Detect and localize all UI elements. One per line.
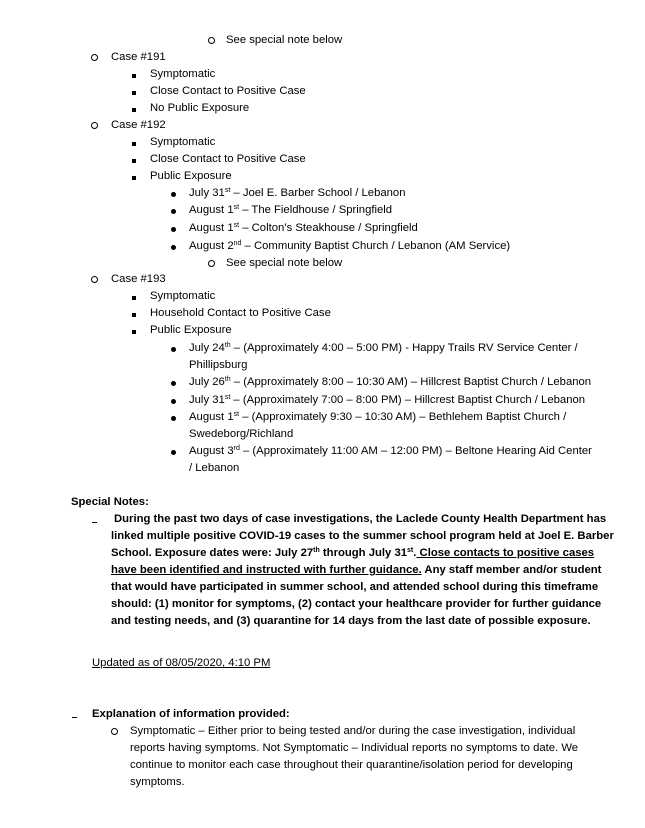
note-text: See special note below bbox=[226, 257, 343, 269]
special-note-line: School. Exposure dates were: July 27th through July 31st. Close contacts to positive cases bbox=[111, 547, 595, 559]
case-item: Symptomatic bbox=[150, 290, 216, 302]
case-item: Symptomatic bbox=[150, 68, 216, 80]
exposure-item: July 31st – (Approximately 7:00 – 8:00 PM) – Hillcrest Baptist Church / Lebanon bbox=[189, 394, 586, 406]
exposure-item: August 1st – The Fieldhouse / Springfield bbox=[189, 204, 393, 216]
case-title: Case #192 bbox=[111, 119, 166, 131]
square-bullet-icon bbox=[132, 101, 136, 118]
circle-bullet-icon bbox=[208, 33, 215, 50]
exposure-continuation: / Lebanon bbox=[189, 462, 240, 474]
circle-bullet-icon bbox=[91, 50, 98, 67]
exposure-item: August 3rd – (Approximately 11:00 AM – 12:00 PM) – Beltone Hearing Aid Center bbox=[189, 445, 592, 457]
circle-bullet-icon bbox=[91, 272, 98, 289]
special-note-line: have been identified and instructed with further guidance. Any staff member and/or student bbox=[111, 564, 602, 576]
circle-bullet-icon bbox=[208, 256, 215, 273]
special-note-line: linked multiple positive COVID-19 cases to the summer school program held at Joel E. Barber bbox=[111, 530, 614, 542]
explanation-line: Symptomatic – Either prior to being tested and/or during the case investigation, individual bbox=[130, 725, 576, 737]
exposure-item: July 26th – (Approximately 8:00 – 10:30 AM) – Hillcrest Baptist Church / Lebanon bbox=[189, 376, 592, 388]
case-title: Case #191 bbox=[111, 51, 166, 63]
special-note-line: and testing needs, and (3) quarantine for 14 days from the last date of possible exposure. bbox=[111, 615, 591, 627]
round-bullet-icon bbox=[171, 221, 176, 238]
special-note-line: should: (1) monitor for symptoms, (2) contact your healthcare provider for further guidance bbox=[111, 598, 602, 610]
explanation-line: reports having symptoms. Not Symptomatic – Individual reports no symptoms to date. We bbox=[130, 742, 579, 754]
square-bullet-icon bbox=[132, 169, 136, 186]
circle-bullet-icon bbox=[91, 118, 98, 135]
exposure-continuation: Phillipsburg bbox=[189, 359, 248, 371]
round-bullet-icon bbox=[171, 186, 176, 203]
circle-bullet-icon bbox=[111, 724, 118, 741]
round-bullet-icon bbox=[171, 341, 176, 358]
square-bullet-icon bbox=[132, 84, 136, 101]
dash-bullet-icon bbox=[92, 512, 97, 529]
case-item: Symptomatic bbox=[150, 136, 216, 148]
special-note-line: that would have participated in summer school, and attended school during this timeframe bbox=[111, 581, 599, 593]
case-item: Household Contact to Positive Case bbox=[150, 307, 331, 319]
explanation-heading: Explanation of information provided: bbox=[92, 708, 290, 720]
round-bullet-icon bbox=[171, 239, 176, 256]
special-notes-heading: Special Notes: bbox=[71, 496, 149, 508]
square-bullet-icon bbox=[132, 67, 136, 84]
case-item: Public Exposure bbox=[150, 170, 232, 182]
exposure-item: August 1st – (Approximately 9:30 – 10:30 AM) – Bethlehem Baptist Church / bbox=[189, 411, 567, 423]
exposure-item: August 2nd – Community Baptist Church / Lebanon (AM Service) bbox=[189, 240, 511, 252]
square-bullet-icon bbox=[132, 323, 136, 340]
note-text: See special note below bbox=[226, 34, 343, 46]
dash-bullet-icon bbox=[72, 707, 77, 724]
square-bullet-icon bbox=[132, 135, 136, 152]
round-bullet-icon bbox=[171, 393, 176, 410]
exposure-item: July 24th – (Approximately 4:00 – 5:00 PM) - Happy Trails RV Service Center / bbox=[189, 342, 578, 354]
square-bullet-icon bbox=[132, 289, 136, 306]
case-item: Close Contact to Positive Case bbox=[150, 85, 306, 97]
case-item: Close Contact to Positive Case bbox=[150, 153, 306, 165]
round-bullet-icon bbox=[171, 444, 176, 461]
case-item: No Public Exposure bbox=[150, 102, 250, 114]
exposure-item: July 31st – Joel E. Barber School / Lebanon bbox=[189, 187, 406, 199]
special-note-line: During the past two days of case investigations, the Laclede County Health Department has bbox=[114, 513, 607, 525]
square-bullet-icon bbox=[132, 152, 136, 169]
exposure-continuation: Swedeborg/Richland bbox=[189, 428, 294, 440]
square-bullet-icon bbox=[132, 306, 136, 323]
case-title: Case #193 bbox=[111, 273, 166, 285]
explanation-line: symptoms. bbox=[130, 776, 185, 788]
round-bullet-icon bbox=[171, 203, 176, 220]
updated-timestamp: Updated as of 08/05/2020, 4:10 PM bbox=[92, 657, 271, 669]
explanation-line: continue to monitor each case throughout their quarantine/isolation period for developing bbox=[130, 759, 573, 771]
exposure-item: August 1st – Colton’s Steakhouse / Springfield bbox=[189, 222, 418, 234]
round-bullet-icon bbox=[171, 410, 176, 427]
case-item: Public Exposure bbox=[150, 324, 232, 336]
round-bullet-icon bbox=[171, 375, 176, 392]
